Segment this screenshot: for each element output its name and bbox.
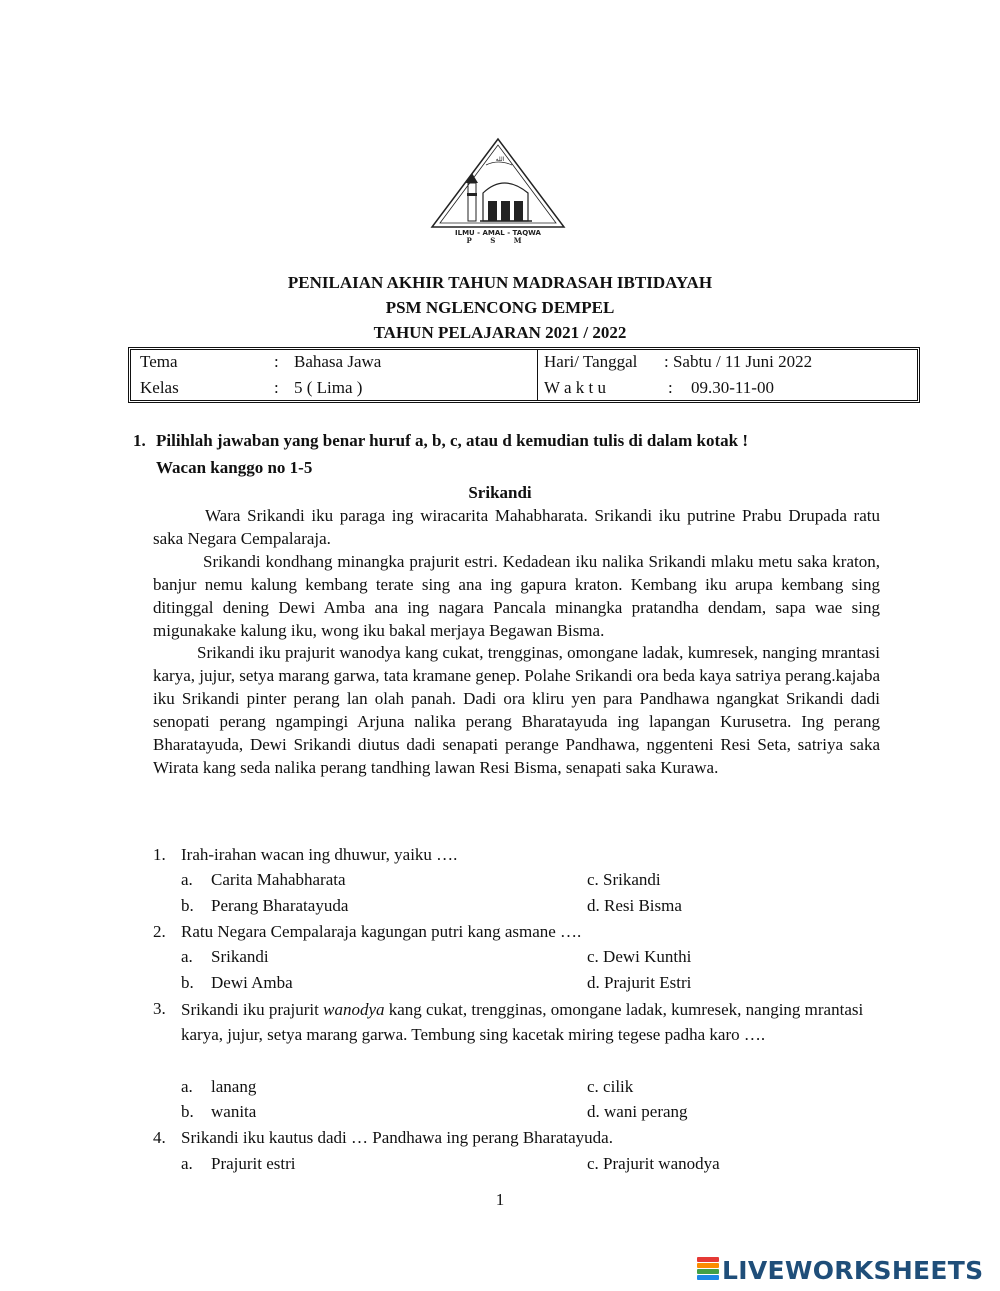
question-text: Srikandi iku kautus dadi … Pandhawa ing perang Bharatayuda.	[181, 1128, 613, 1147]
tema-value: Bahasa Jawa	[294, 352, 382, 371]
brand-stripe	[697, 1263, 719, 1268]
section-number: 1.	[133, 431, 146, 450]
liveworksheets-text: LIVEWORKSHEETS	[722, 1255, 984, 1285]
option-letter-b: b.	[181, 1102, 194, 1121]
passage-paragraph: Srikandi kondhang minangka prajurit estri. Kedadean iku nalika Srikandi mlaku metu saka kraton, banjur nemu kalung kembang terate sing ana ing gapura kraton. Kembang iku arupa kembang sing ditinggal dening Dewi Amba ana ing nagara Pancala minangka pratandha dendam, sapa wae sing migunakake kalung iku, wong iku bakal merjaya Begawan Bisma.	[153, 551, 880, 640]
hari-value: : Sabtu / 11 Juni 2022	[664, 352, 813, 371]
option-letter-a: a.	[181, 947, 193, 966]
option-c: c. cilik	[587, 1077, 634, 1096]
option-letter-b: b.	[181, 896, 194, 915]
kelas-colon: :	[274, 378, 279, 397]
option-a: lanang	[211, 1077, 257, 1096]
question-number: 1.	[153, 845, 166, 864]
option-letter-a: a.	[181, 1154, 193, 1173]
hari-label: Hari/ Tanggal	[544, 352, 638, 371]
header-line-3: TAHUN PELAJARAN 2021 / 2022	[373, 323, 627, 342]
option-a: Prajurit estri	[211, 1154, 296, 1173]
question-number: 2.	[153, 922, 166, 941]
exam-info-table	[128, 347, 920, 403]
brand-stripe	[697, 1257, 719, 1262]
kelas-value: 5 ( Lima )	[294, 378, 363, 397]
tema-label: Tema	[140, 352, 178, 371]
question-text: Ratu Negara Cempalaraja kagungan putri kang asmane ….	[181, 922, 582, 941]
passage-title: Srikandi	[468, 483, 532, 502]
option-a: Carita Mahabharata	[211, 870, 346, 889]
page-number: 1	[495, 1190, 505, 1209]
option-a: Srikandi	[211, 947, 269, 966]
brand-stripe	[697, 1269, 719, 1274]
logo-motto: ILMU - AMAL - TAQWA	[455, 229, 541, 237]
option-d: d. wani perang	[587, 1102, 688, 1121]
passage-paragraph: Srikandi iku prajurit wanodya kang cukat, trengginas, omongane ladak, kumresek, nanging mrantasi karya, jujur, setya marang garwa, tata kramane genep. Polahe Srikandi ora beda kaya satriya perang.kajaba iku Srikandi pinter perang lan olah panah. Dadi ora kliru yen para Pandhawa ngangkat Srikandi dadi senopati perang ngampingi Arjuna nalika perang Bharatayuda ing lapangan Kurusetra. Ing perang Bharatayuda, Dewi Srikandi diutus dadi senapati perange Pandhawa, nggenteni Resi Seta, satriya saka Wirata kang seda nalika perang tandhing lawan Resi Bisma, senapati saka Kurawa.	[153, 643, 880, 777]
tema-colon: :	[274, 352, 279, 371]
option-c: c. Dewi Kunthi	[587, 947, 692, 966]
liveworksheets-logo[interactable]	[697, 1255, 983, 1285]
option-letter-a: a.	[181, 1077, 193, 1096]
passage-subheading: Wacan kanggo no 1-5	[156, 458, 313, 477]
question-text: Irah-irahan wacan ing dhuwur, yaiku ….	[181, 845, 458, 864]
waktu-colon: :	[668, 378, 673, 397]
question-number: 3.	[153, 999, 166, 1018]
waktu-value: 09.30-11-00	[691, 378, 774, 397]
header-line-1: PENILAIAN AKHIR TAHUN MADRASAH IBTIDAYAH	[287, 273, 713, 292]
option-b: Perang Bharatayuda	[211, 896, 349, 915]
liveworksheets-mark-icon	[697, 1257, 719, 1283]
brand-stripe	[697, 1275, 719, 1280]
question-text	[181, 997, 881, 1047]
option-d: d. Resi Bisma	[587, 896, 682, 915]
logo-initials: P S M	[466, 236, 530, 245]
option-d: d. Prajurit Estri	[587, 973, 692, 992]
option-c: c. Srikandi	[587, 870, 661, 889]
info-divider	[537, 350, 538, 400]
option-c: c. Prajurit wanodya	[587, 1154, 720, 1173]
question-text-pre: Srikandi iku prajurit	[181, 1000, 324, 1019]
header-line-2: PSM NGLENCONG DEMPEL	[385, 298, 615, 317]
section-instruction: Pilihlah jawaban yang benar huruf a, b, c, atau d kemudian tulis di dalam kotak !	[156, 431, 748, 450]
kelas-label: Kelas	[140, 378, 179, 397]
option-letter-a: a.	[181, 870, 193, 889]
question-number: 4.	[153, 1128, 166, 1147]
logo-arabic: الله	[495, 156, 505, 163]
question-text-italic: wanodya	[323, 1000, 385, 1019]
option-letter-b: b.	[181, 973, 194, 992]
passage-body	[153, 505, 880, 780]
option-b: Dewi Amba	[211, 973, 293, 992]
school-logo	[428, 135, 568, 245]
waktu-label: W a k t u	[544, 378, 607, 397]
question-text-post: kang cukat, trengginas, omongane ladak, kumresek, nanging mrantasi karya, jujur, setya marang garwa. Tembung sing kacetak miring tegese padha karo ….	[181, 1000, 864, 1044]
option-b: wanita	[211, 1102, 257, 1121]
passage-paragraph: Wara Srikandi iku paraga ing wiracarita Mahabharata. Srikandi iku putrine Prabu Drupada ratu saka Negara Cempalaraja.	[153, 506, 880, 548]
